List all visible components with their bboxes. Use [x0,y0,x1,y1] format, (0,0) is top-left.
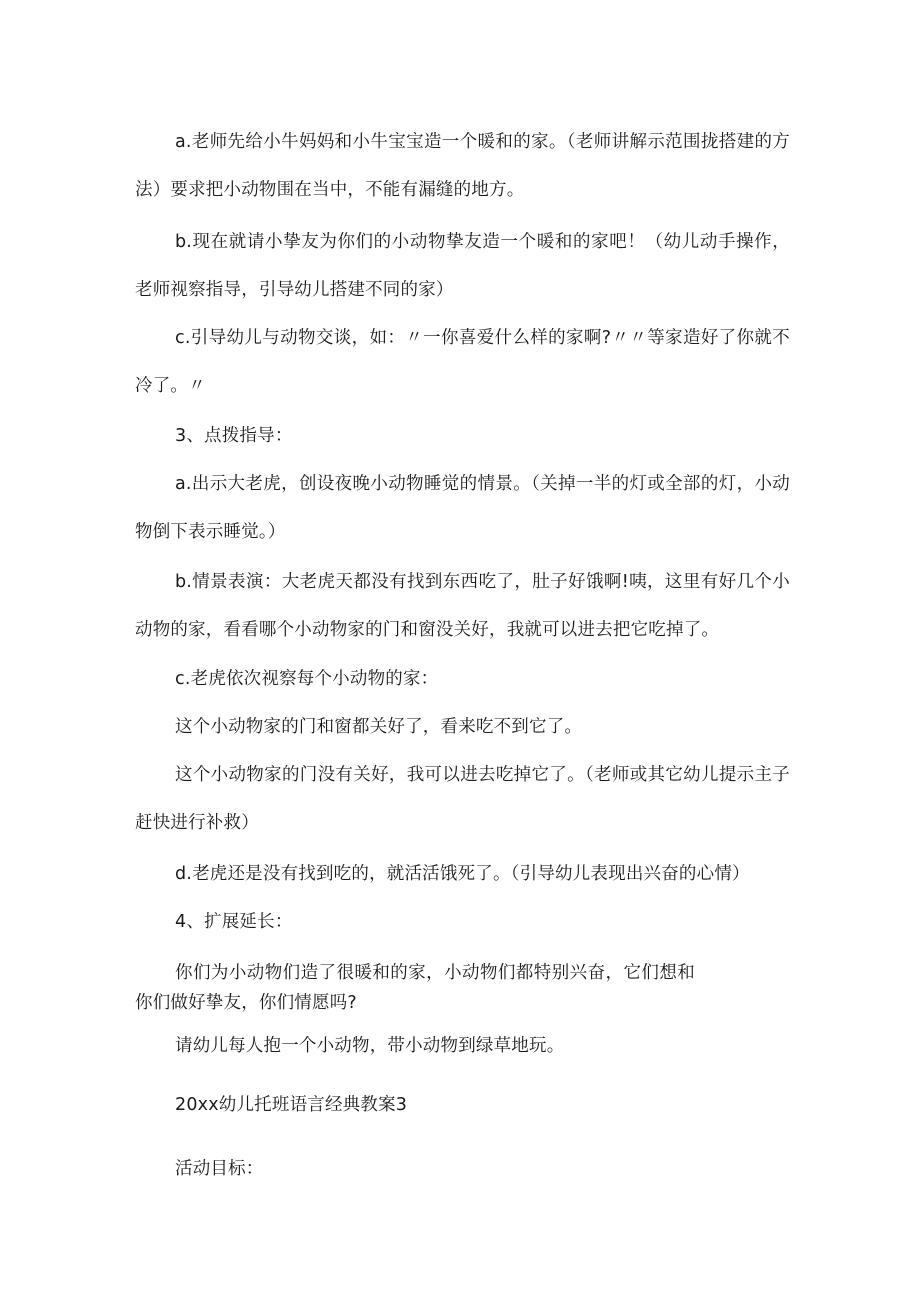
section-heading-3: 3、点拨指导： [175,426,293,446]
section-heading-4: 4、扩展延长： [175,912,293,932]
activity-goals-heading: 活动目标： [175,1159,264,1179]
paragraph-door-closed: 这个小动物家的门和窗都关好了，看来吃不到它了。 [175,717,583,737]
paragraph-c-2: c.老虎依次视察每个小动物的家： [175,669,439,689]
paragraph-door-open: 这个小动物家的门没有关好，我可以进去吃掉它了。（老师或其它幼儿提示主子赶快进行补救） [135,765,790,833]
paragraph-friends: 你们为小动物们造了很暖和的家，小动物们都特别兴奋，它们想和你们做好挚友，你们情愿吗? [135,963,695,1013]
paragraph-d: d.老虎还是没有找到吃的，就活活饿死了。（引导幼儿表现出兴奋的心情） [175,864,750,884]
paragraph-b-1: b.现在就请小挚友为你们的小动物挚友造一个暖和的家吧！（幼儿动手操作，老师视察指导，引导幼儿搭建不同的家） [135,232,790,300]
paragraph-b-2: b.情景表演：大老虎天都没有找到东西吃了，肚子好饿啊!咦，这里有好几个小动物的家，看看哪个小动物家的门和窗没关好，我就可以进去把它吃掉了。 [135,572,790,640]
paragraph-c-1: c.引导幼儿与动物交谈，如：〃一你喜爱什么样的家啊?〃〃等家造好了你就不冷了。〃 [135,328,790,396]
paragraph-a-1: a.老师先给小牛妈妈和小牛宝宝造一个暖和的家。（老师讲解示范围拢搭建的方法）要求把小动物围在当中，不能有漏缝的地方。 [135,132,790,200]
paragraph-a-2: a.出示大老虎，创设夜晚小动物睡觉的情景。（关掉一半的灯或全部的灯，小动物倒下表示睡觉。） [135,474,790,542]
paragraph-hug: 请幼儿每人抱一个小动物，带小动物到绿草地玩。 [175,1036,565,1056]
lesson-title: 20xx幼儿托班语言经典教案3 [175,1095,408,1115]
